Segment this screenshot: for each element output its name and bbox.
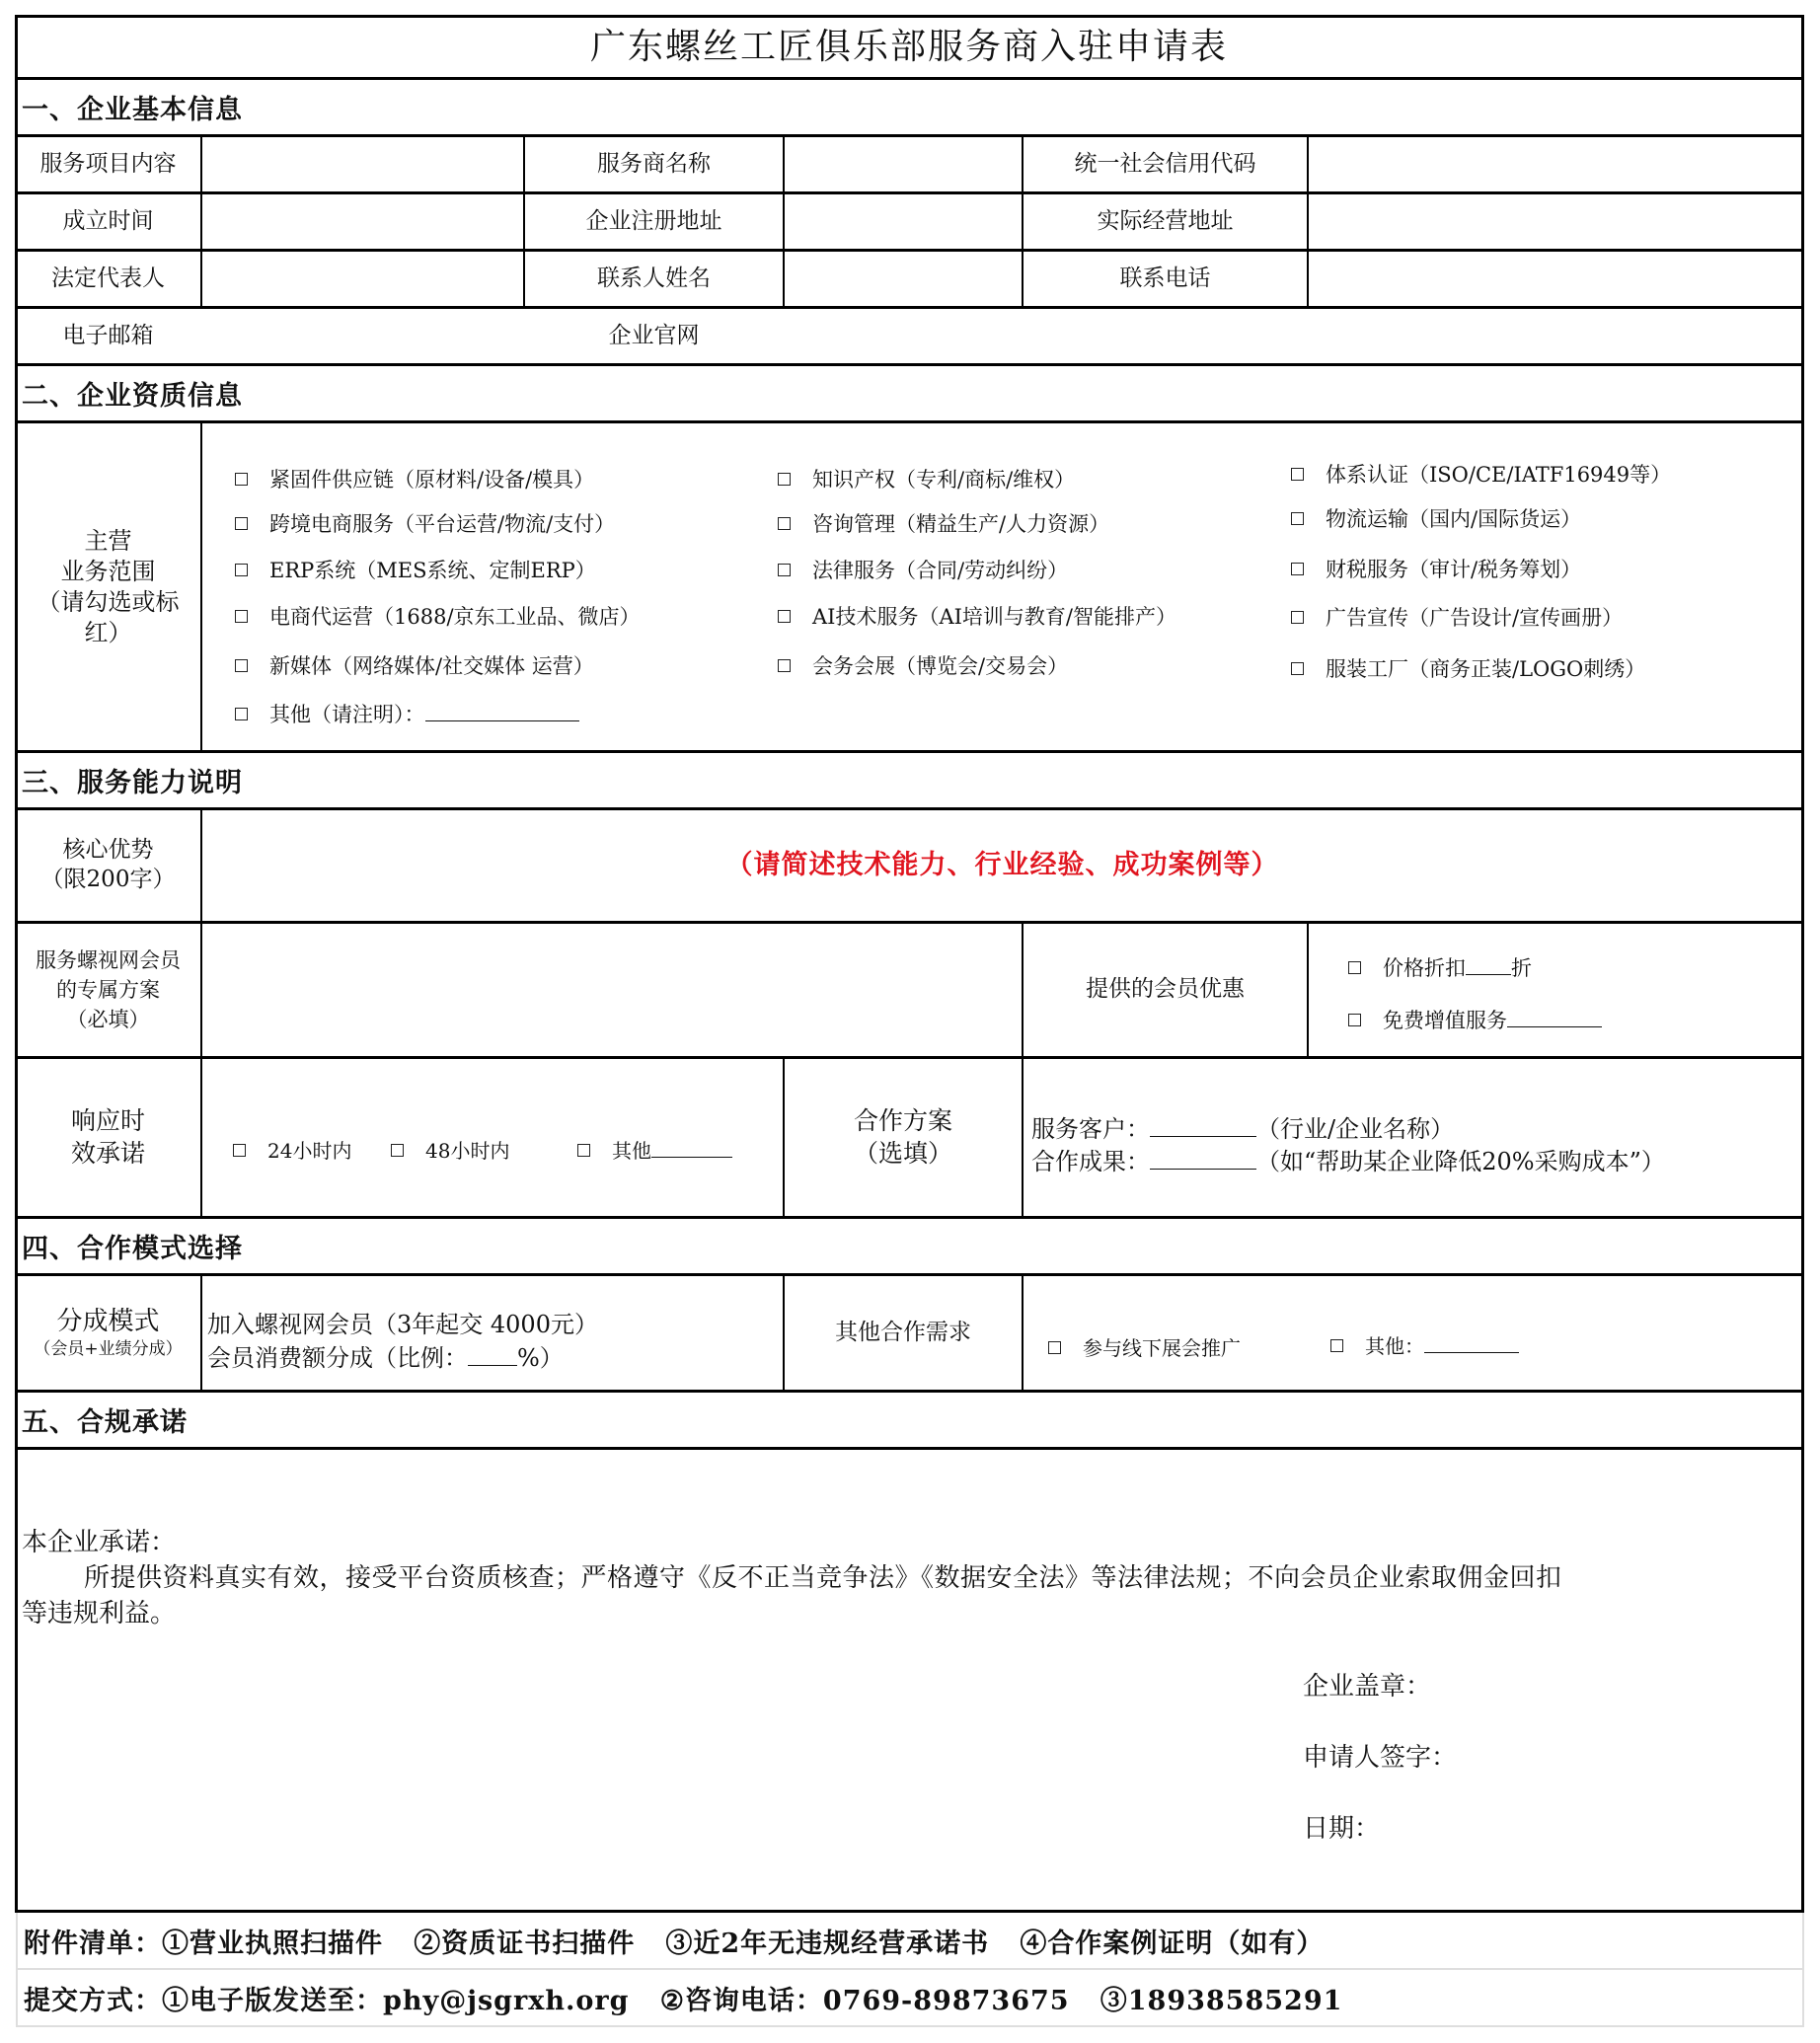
option-label: 知识产权（专利/商标/维权）: [812, 468, 1076, 492]
checkbox-option-certification[interactable]: [1291, 459, 1671, 489]
divider: [200, 1274, 202, 1391]
input-service-content[interactable]: [202, 137, 523, 191]
label-core-advantage: [16, 810, 200, 921]
label-line: 合作方案: [853, 1106, 952, 1135]
checkbox-icon[interactable]: [778, 564, 791, 576]
divider: [15, 1216, 1804, 1219]
label-line: 响应时: [70, 1106, 145, 1135]
label-company-seal: 企业盖章：: [1303, 1672, 1432, 1702]
applicant-signature-field[interactable]: [1461, 1733, 1777, 1777]
company-seal-field[interactable]: [1441, 1662, 1777, 1705]
label-line: （必填）: [66, 1008, 150, 1031]
checkbox-option-consulting[interactable]: [778, 508, 1109, 538]
option-label: 免费增值服务: [1383, 1009, 1507, 1032]
checkbox-option-apparel[interactable]: [1291, 653, 1645, 683]
option-label: 48小时内: [425, 1139, 510, 1163]
checkbox-option-ecommerce-ops[interactable]: [235, 601, 641, 631]
option-label: 服装工厂（商务正装/LOGO刺绣）: [1326, 657, 1646, 681]
section-heading-cooperation-mode: 四、合作模式选择: [22, 1234, 243, 1264]
divider: [1307, 922, 1309, 1057]
label-legal-rep: 法定代表人: [51, 265, 165, 291]
checkbox-option-ai[interactable]: [778, 601, 1176, 631]
checkbox-icon[interactable]: [235, 473, 248, 486]
input-email[interactable]: [202, 309, 523, 363]
label-line: 红）: [84, 618, 132, 646]
input-business-address[interactable]: [1309, 194, 1802, 249]
checkbox-option-erp[interactable]: [235, 555, 596, 584]
input-credit-code[interactable]: [1309, 137, 1802, 191]
pledge-text-cont: 等违规利益。: [22, 1599, 177, 1628]
label-founded-date: 成立时间: [62, 207, 154, 234]
option-label: 其他: [612, 1139, 651, 1163]
checkbox-option-new-media[interactable]: [235, 650, 594, 680]
label-website: 企业官网: [608, 322, 700, 348]
option-label: 法律服务（合同/劳动纠纷）: [812, 559, 1069, 582]
input-registered-address[interactable]: [785, 194, 1022, 249]
checkbox-option-cross-border[interactable]: [235, 508, 615, 538]
empty-cell: [1309, 309, 1802, 363]
free-service-blank-input[interactable]: [1507, 1007, 1602, 1027]
input-legal-rep[interactable]: [202, 252, 523, 306]
label-line: （会员+业绩分成）: [34, 1339, 183, 1360]
divider: [15, 77, 1804, 80]
discount-blank-input[interactable]: [1466, 954, 1511, 975]
label-service-content: 服务项目内容: [39, 150, 177, 177]
divider: [15, 363, 1804, 366]
label-provider-name: 服务商名称: [597, 150, 711, 177]
label-date: 日期：: [1303, 1814, 1381, 1844]
checkbox-icon[interactable]: [235, 610, 248, 623]
pledge-text: 所提供资料真实有效，接受平台资质核查；严格遵守《反不正当竞争法》《数据安全法》等法律法规；不向会员企业索取佣金回扣: [84, 1563, 1562, 1593]
checkbox-option-advertising[interactable]: [1291, 602, 1623, 632]
checkbox-icon[interactable]: [778, 473, 791, 486]
label-line: 业务范围: [60, 557, 156, 585]
checkbox-icon[interactable]: [1291, 468, 1304, 481]
label-line: （请勾选或标: [37, 587, 180, 616]
checkbox-icon[interactable]: [1330, 1339, 1343, 1352]
checkbox-icon[interactable]: [391, 1144, 404, 1157]
attachment-list: 附件清单：①营业执照扫描件 ②资质证书扫描件 ③近2年无违规经营承诺书 ④合作案例证明（如有）: [16, 1913, 1804, 1970]
option-label: 紧固件供应链（原材料/设备/模具）: [269, 468, 595, 492]
checkbox-icon[interactable]: [235, 708, 248, 720]
label-email: 电子邮箱: [62, 322, 154, 348]
option-label: 其他（请注明）：: [269, 703, 425, 726]
option-label: 24小时内: [267, 1139, 352, 1163]
checkbox-icon[interactable]: [235, 517, 248, 530]
divider: [1022, 1274, 1024, 1391]
other-blank-input[interactable]: [425, 701, 579, 721]
section-heading-qualification: 二、企业资质信息: [22, 381, 243, 412]
checkbox-option-other[interactable]: [235, 699, 579, 728]
divider: [15, 750, 1804, 753]
input-contact-name[interactable]: [785, 252, 1022, 306]
field-label: 会员消费额分成（比例：: [207, 1344, 468, 1372]
checkbox-icon[interactable]: [1348, 961, 1361, 974]
input-website[interactable]: [785, 309, 1022, 363]
option-label: 广告宣传（广告设计/宣传画册）: [1326, 606, 1624, 630]
checkbox-icon[interactable]: [1048, 1341, 1061, 1354]
checkbox-option-legal[interactable]: [778, 555, 1068, 584]
label-response-time: [16, 1059, 200, 1216]
option-label: 新媒体（网络媒体/社交媒体 运营）: [269, 654, 594, 678]
checkbox-icon[interactable]: [1291, 662, 1304, 675]
divider: [15, 1447, 1804, 1450]
label-applicant-signature: 申请人签字：: [1303, 1743, 1458, 1773]
label-member-plan: [16, 924, 200, 1056]
label-registered-address: 企业注册地址: [585, 207, 722, 234]
label-line: 分成模式: [56, 1306, 160, 1336]
checkbox-icon[interactable]: [1291, 611, 1304, 624]
section-heading-basic-info: 一、企业基本信息: [22, 95, 243, 125]
checkbox-icon[interactable]: [1348, 1014, 1361, 1026]
checkbox-option-response-other[interactable]: [577, 1135, 732, 1164]
option-label: 价格折扣: [1383, 956, 1466, 980]
divider: [200, 421, 202, 751]
page-title: 广东螺丝工匠俱乐部服务商入驻申请表: [589, 26, 1228, 67]
checkbox-icon[interactable]: [778, 517, 791, 530]
checkbox-option-24h[interactable]: [233, 1135, 351, 1164]
option-label: 电商代运营（1688/京东工业品、微店）: [269, 605, 641, 629]
checkbox-option-expo-promotion[interactable]: [1048, 1332, 1241, 1361]
checkbox-option-ip[interactable]: [778, 464, 1075, 493]
label-contact-name: 联系人姓名: [597, 265, 711, 291]
option-label: 跨境电商服务（平台运营/物流/支付）: [269, 512, 616, 536]
label-line: （选填）: [853, 1138, 952, 1168]
checkbox-option-coop-other[interactable]: [1330, 1330, 1519, 1359]
share-ratio-line: [207, 1338, 564, 1373]
field-suffix: %）: [517, 1344, 564, 1372]
checkbox-icon[interactable]: [235, 659, 248, 672]
section-heading-capability: 三、服务能力说明: [22, 768, 243, 798]
label-cooperation-plan: [785, 1059, 1022, 1216]
label-business-address: 实际经营地址: [1097, 207, 1234, 234]
option-label: 参与线下展会推广: [1083, 1336, 1241, 1360]
checkbox-icon[interactable]: [577, 1144, 590, 1157]
field-label: 合作成果：: [1031, 1148, 1150, 1175]
empty-cell: [1024, 309, 1307, 363]
label-line: 主营: [84, 526, 132, 555]
checkbox-icon[interactable]: [235, 564, 248, 576]
label-line: （限200字）: [40, 867, 176, 892]
input-founded-date[interactable]: [202, 194, 523, 249]
divider: [15, 420, 1804, 423]
divider: [1022, 1057, 1024, 1217]
field-hint: （行业/企业名称）: [1256, 1115, 1455, 1143]
checkbox-option-48h[interactable]: [391, 1135, 509, 1164]
label-line: 效承诺: [70, 1138, 145, 1168]
label-other-needs: 其他合作需求: [835, 1319, 971, 1345]
option-label: 体系认证（ISO/CE/IATF16949等）: [1326, 463, 1672, 487]
label-member-offer: 提供的会员优惠: [1086, 976, 1245, 1003]
checkbox-option-free-service[interactable]: [1348, 1005, 1602, 1034]
label-business-scope: [16, 423, 200, 750]
label-credit-code: 统一社会信用代码: [1074, 150, 1256, 177]
pledge-intro: 本企业承诺：: [22, 1528, 177, 1557]
label-line: 服务螺视网会员: [36, 948, 181, 972]
label-line: 核心优势: [62, 837, 154, 864]
checkbox-icon[interactable]: [233, 1144, 246, 1157]
coop-other-blank-input[interactable]: [1424, 1332, 1519, 1353]
divider: [15, 1390, 1804, 1393]
checkbox-option-fastener-supply[interactable]: [235, 464, 594, 493]
membership-line: 加入螺视网会员（3年起交 4000元）: [207, 1311, 598, 1338]
result-blank-input[interactable]: [1150, 1149, 1256, 1170]
date-field[interactable]: [1382, 1804, 1777, 1848]
response-other-blank-input[interactable]: [651, 1137, 732, 1158]
cooperation-result-line: [1031, 1142, 1665, 1176]
option-suffix: 折: [1511, 956, 1532, 980]
ratio-blank-input[interactable]: [468, 1345, 517, 1366]
checkbox-icon[interactable]: [1291, 563, 1304, 575]
label-contact-phone: 联系电话: [1119, 265, 1211, 291]
checkbox-option-tax[interactable]: [1291, 554, 1581, 583]
checkbox-icon[interactable]: [1291, 512, 1304, 525]
input-core-advantage[interactable]: [202, 810, 1802, 921]
input-contact-phone[interactable]: [1309, 252, 1802, 306]
option-label: 物流运输（国内/国际货运）: [1326, 507, 1582, 531]
option-label: 会务会展（博览会/交易会）: [812, 654, 1069, 678]
option-label: ERP系统（MES系统、定制ERP）: [269, 559, 596, 582]
section-heading-compliance: 五、合规承诺: [22, 1407, 188, 1438]
label-revenue-share: [16, 1276, 200, 1390]
checkbox-option-logistics[interactable]: [1291, 503, 1581, 533]
input-member-plan[interactable]: [202, 924, 1022, 1056]
field-label: 服务客户：: [1031, 1115, 1150, 1143]
checkbox-option-exhibition[interactable]: [778, 650, 1068, 680]
option-label: 财税服务（审计/税务筹划）: [1326, 558, 1582, 581]
core-advantage-hint: （请简述技术能力、行业经验、成功案例等）: [725, 850, 1279, 881]
option-label: 咨询管理（精益生产/人力资源）: [812, 512, 1110, 536]
option-label: AI技术服务（AI培训与教育/智能排产）: [812, 605, 1176, 629]
checkbox-option-discount[interactable]: [1348, 952, 1532, 982]
checkbox-icon[interactable]: [778, 659, 791, 672]
option-label: 其他：: [1365, 1334, 1424, 1358]
checkbox-icon[interactable]: [778, 610, 791, 623]
cooperation-client-line: [1031, 1109, 1454, 1144]
label-line: 的专属方案: [56, 978, 160, 1002]
submission-info: 提交方式：①电子版发送至：phy@jsgrxh.org ②咨询电话：0769-89873675 ③18938585291: [16, 1970, 1804, 2027]
client-blank-input[interactable]: [1150, 1116, 1256, 1137]
input-provider-name[interactable]: [785, 137, 1022, 191]
field-hint: （如“帮助某企业降低20%采购成本”）: [1256, 1148, 1665, 1175]
